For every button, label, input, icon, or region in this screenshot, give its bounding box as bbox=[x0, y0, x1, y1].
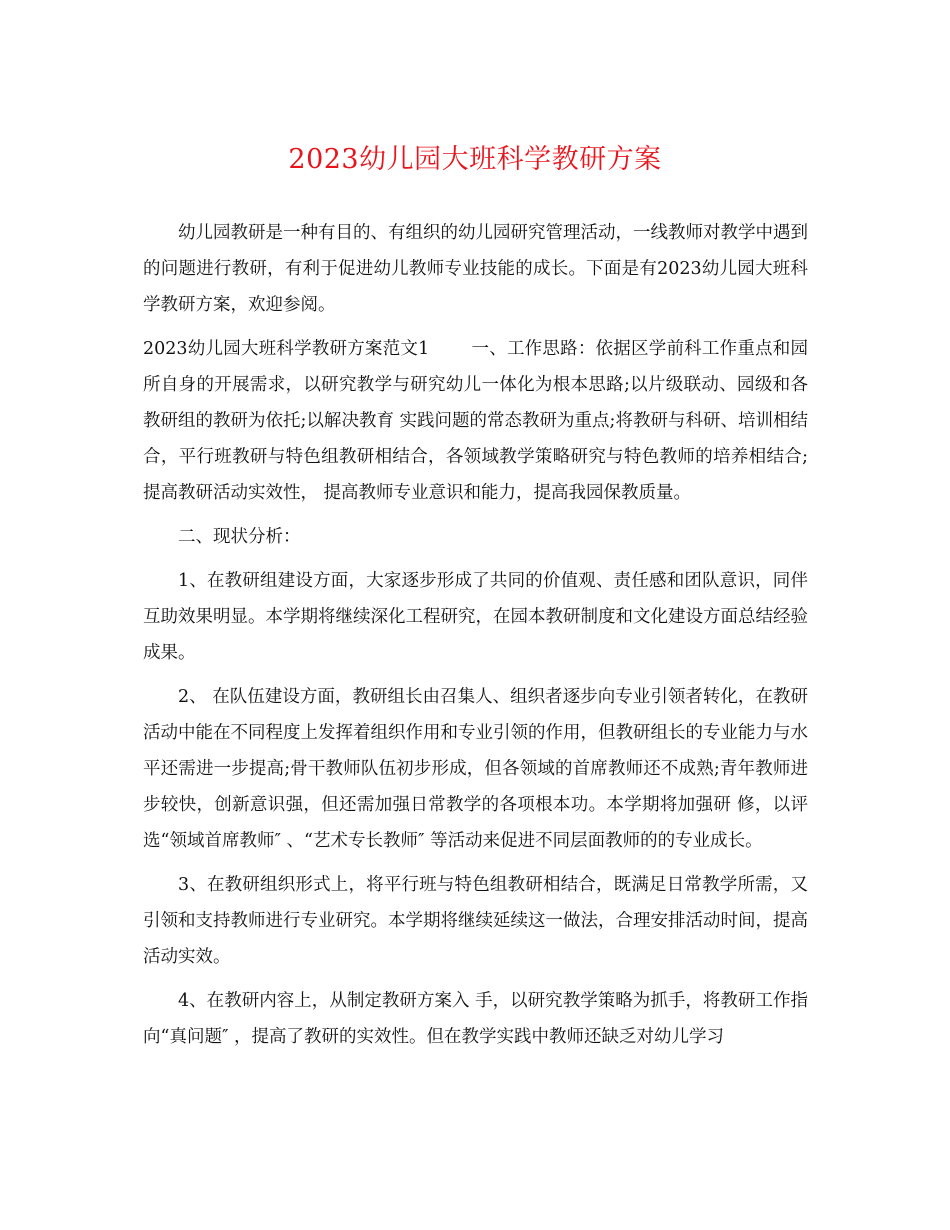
intro-paragraph: 幼儿园教研是一种有目的、有组织的幼儿园研究管理活动，一线教师对教学中遇到的问题进行教研，有利于促进幼儿教师专业技能的成长。下面是有2023幼儿园大班科学教研方案，欢迎参阅。 bbox=[143, 223, 808, 315]
body-paragraph: 1、在教研组建设方面，大家逐步形成了共同的价值观、责任感和团队意识，同伴互助效果明显。本学期将继续深化工程研究，在园本教研制度和文化建设方面总结经验成果。 bbox=[143, 571, 808, 663]
body-paragraph: 3、在教研组织形式上，将平行班与特色组教研相结合，既满足日常教学所需，又引领和支持教师进行专业研究。本学期将继续延续这一做法，合理安排活动时间，提高活动实效。 bbox=[143, 875, 808, 967]
section-paragraph bbox=[143, 331, 808, 511]
section-heading: 2023幼儿园大班科学教研方案范文1 bbox=[143, 339, 430, 359]
body-paragraph: 二、现状分析： bbox=[178, 527, 301, 547]
body-paragraph: 4、在教研内容上，从制定教研方案入 手，以研究教学策略为抓手，将教研工作指向“真问题″ ，提高了教研的实效性。但在教学实践中教师还缺乏对幼儿学习 bbox=[143, 991, 808, 1047]
body-paragraph: 2、 在队伍建设方面，教研组长由召集人、组织者逐步向专业引领者转化，在教研活动中能在不同程度上发挥着组织作用和专业引领的作用，但教研组长的专业能力与水 平还需进一步提高;骨干教师队伍初步形成，但各领域的首席教师还不成熟;青年教师进步较快，创新意识强，但还需加强日常教学的各项根本功。本学期将加强研 修，以评选“领域首席教师″ 、“艺术专长教师″ 等活动来促进不同层面教师的的专业成长。 bbox=[143, 687, 808, 851]
document-body bbox=[143, 215, 808, 1063]
page-title: 2023幼儿园大班科学教研方案 bbox=[288, 144, 662, 175]
section-first-paragraph: 一、工作思路：依据区学前科工作重点和园所自身的开展需求，以研究教学与研究幼儿一体化为根本思路;以片级联动、园级和各教研组的教研为依托;以解决教育 实践问题的常态教研为重点;将教研与科研、培训相结合，平行班教研与特色组教研相结合，各领域教学策略研究与特色教师的培养相结合;提高教研活动实效性， 提高教师专业意识和能力，提高我园保教质量。 bbox=[143, 339, 808, 503]
